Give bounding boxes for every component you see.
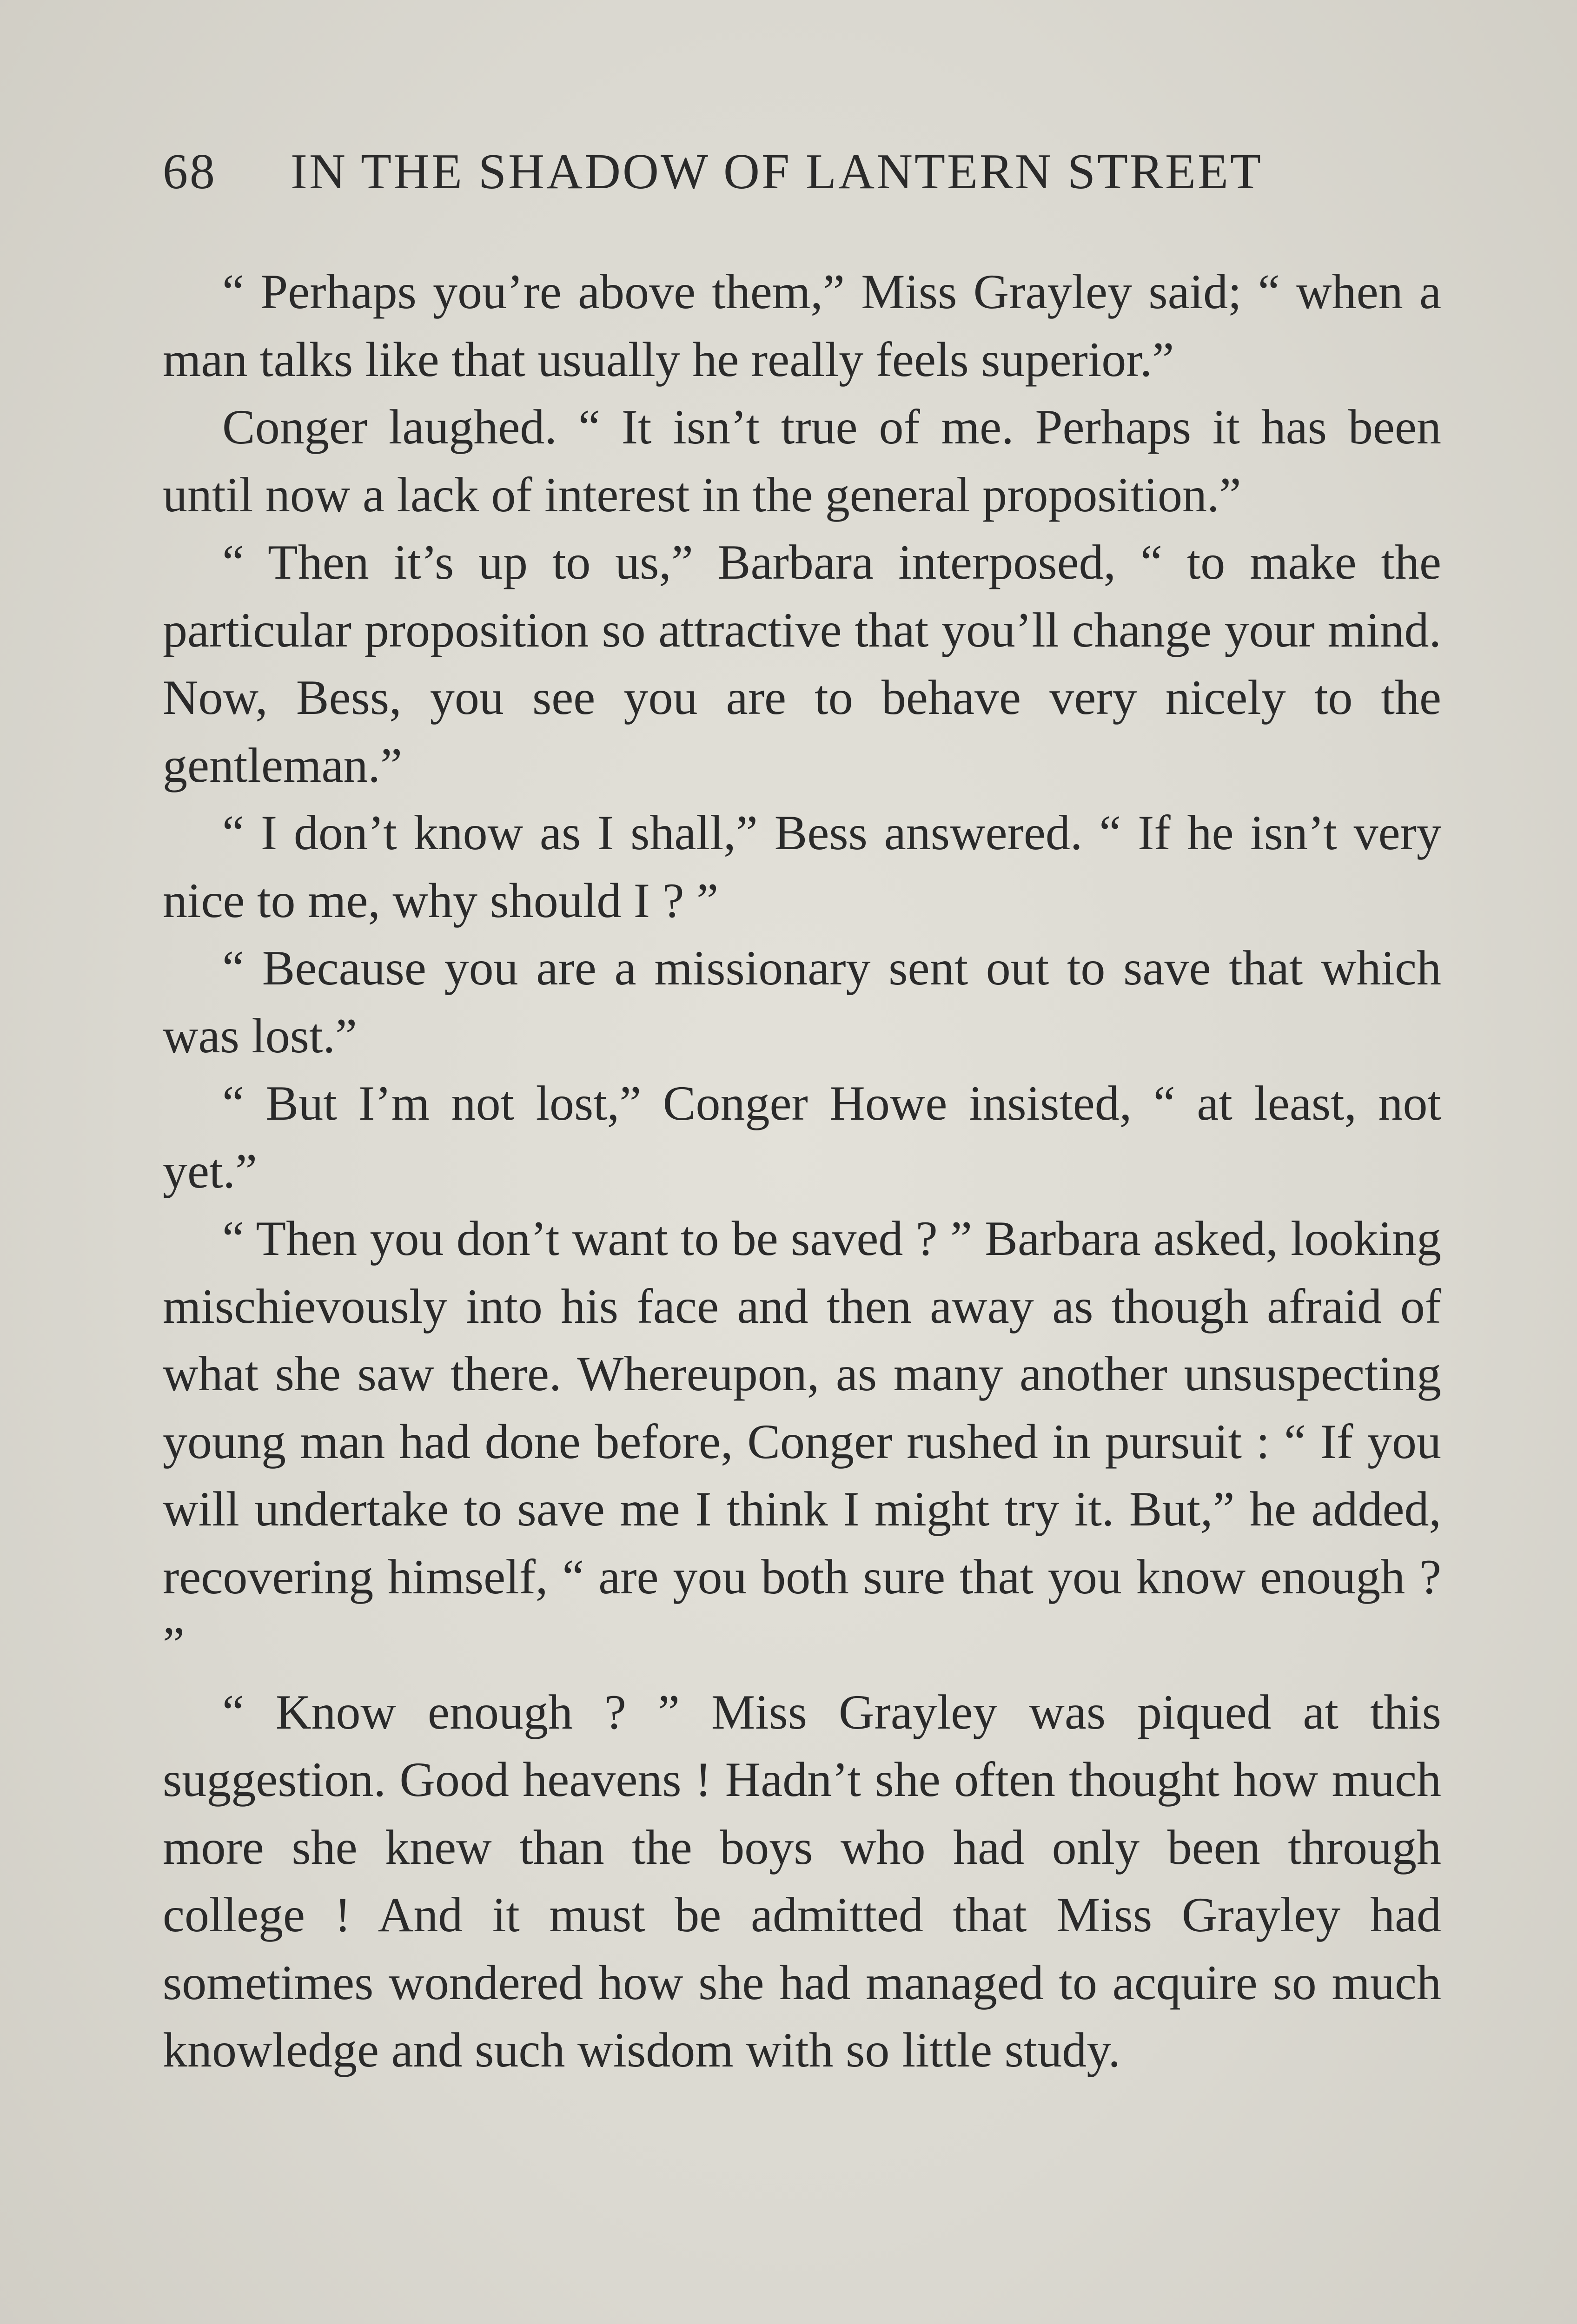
paragraph-4: “ I don’t know as I shall,” Bess answered. “ If he isn’t very nice to me, why should I ? ” [163, 805, 1441, 928]
paragraph-3: “ Then it’s up to us,” Barbara interposed, “ to make the particular proposition so attractive that you’ll change your mind. Now, Bess, you see you are to behave very nicely to the gentleman.” [163, 535, 1441, 792]
running-title: IN THE SHADOW OF LANTERN STREET [291, 144, 1263, 199]
paragraph-2: Conger laughed. “ It isn’t true of me. Perhaps it has been until now a lack of interest in the general proposition.” [163, 400, 1441, 522]
paragraph-8: “ Know enough ? ” Miss Grayley was piqued at this suggestion. Good heavens ! Hadn’t she often thought how much more she knew than the boys who had only been through college ! And it must be admitted that Miss Grayley had sometimes wondered how she had managed to acquire so much knowledge and such wisdom with so little study. [163, 1684, 1441, 2077]
paragraph-1: “ Perhaps you’re above them,” Miss Grayley said; “ when a man talks like that usually he really feels superior.” [163, 264, 1441, 387]
paragraph-5: “ Because you are a missionary sent out to save that which was lost.” [163, 941, 1441, 1063]
paragraph-6: “ But I’m not lost,” Conger Howe insisted, “ at least, not yet.” [163, 1076, 1441, 1198]
paragraph-7: “ Then you don’t want to be saved ? ” Barbara asked, looking mischievously into his face and then away as though afraid of what she saw there. Whereupon, as many another unsuspecting young man had done before, Conger rushed in pursuit : “ If you will undertake to save me I think I might try it. But,” he added, recovering himself, “ are you both sure that you know enough ? ” [163, 1211, 1441, 1671]
body-text [163, 258, 1441, 2084]
page-header [163, 139, 1409, 205]
page-number: 68 [163, 144, 217, 199]
